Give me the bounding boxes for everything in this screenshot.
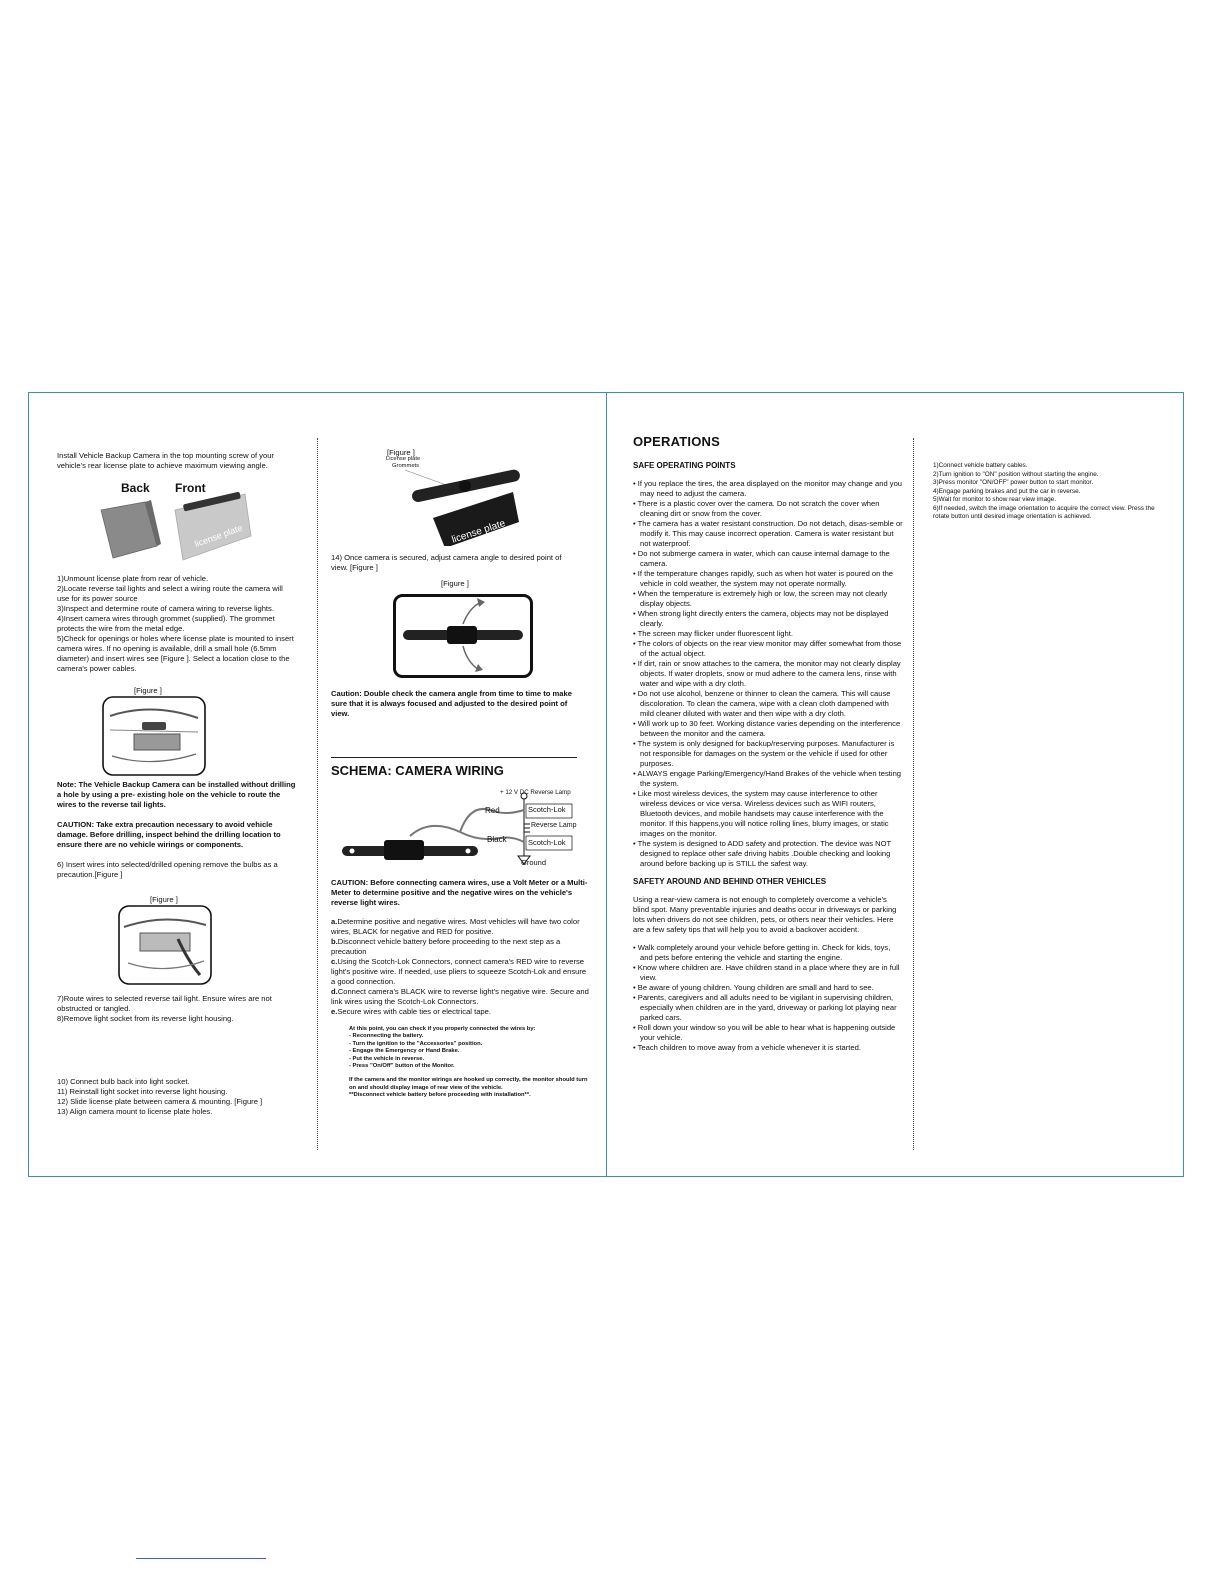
label-reverse-lamp: Reverse Lamp — [531, 822, 577, 829]
schema-title: SCHEMA: CAMERA WIRING — [331, 763, 504, 778]
label-scotch-lok-2: Scotch-Lok — [528, 838, 566, 847]
safety-point: • Roll down your window so you will be able to hear what is happening outside your vehicle. — [633, 1023, 896, 1042]
bottom-link-underline — [136, 1558, 266, 1559]
check-item: - Put the vehicle in reverse. — [349, 1055, 425, 1062]
check-item: - Turn the ignition to the "Accessories" position. — [349, 1040, 483, 1047]
label-ground: Ground — [521, 858, 547, 867]
figure-tail-light — [118, 905, 212, 985]
step-14: 14) Once camera is secured, adjust camera angle to desired point of view. [Figure ] — [331, 553, 562, 572]
safe-point: • The colors of objects on the rear view monitor may differ somewhat from those of the actual object. — [633, 639, 902, 658]
plate-text-2: license plate — [450, 518, 507, 546]
safe-point: • Do not use alcohol, benzene or thinner to clean the camera. This will cause discoloration. To clean the camera, wipe with a clean cloth dampened with mild cleaner diluted with water and then wipe with a dry cloth. — [633, 689, 891, 718]
wiring-step-c: c.Using the Scotch-Lok Connectors, connect camera's RED wire to reverse light's positive wire. If needed, use pliers to squeeze Scotch-Lok and ensure a good connection. — [331, 957, 587, 986]
safe-point: • Like most wireless devices, the system may cause interference to other wireless devices or vice versa. Wireless devices such as WIFI routers, Bluetooth devices, and mobile handsets may cause interference with the monitor. If this happens,you will notice rolling lines, blurry images, or static images on the monitor. — [633, 789, 889, 838]
safety-point: • Know where children are. Have children stand in a place where they are in full view. — [633, 963, 900, 982]
column-divider-right — [913, 438, 914, 1150]
monitor-step-1: 1)Connect vehicle battery cables. — [933, 462, 1028, 469]
step-10: 10) Connect bulb back into light socket. — [57, 1077, 190, 1086]
safety-title: SAFETY AROUND AND BEHIND OTHER VEHICLES — [633, 877, 827, 886]
safety-point: • Walk completely around your vehicle before getting in. Check for kids, toys, and pets before entering the vehicle and starting the engine. — [633, 943, 891, 962]
figure-label-angle: [Figure ] — [441, 579, 469, 588]
figure-camera-angle — [393, 594, 533, 678]
check-item: - Reconnecting the battery. — [349, 1033, 424, 1040]
safe-points-list — [633, 479, 903, 1053]
safe-point: • If the temperature changes rapidly, such as when hot water is poured on the vehicle in cold weather, the system may not operate normally. — [633, 569, 894, 588]
step-2: 2)Locate reverse tail lights and select a wiring route the camera will use for its power source — [57, 584, 283, 603]
steps-10-13 — [57, 1077, 302, 1117]
label-12v-lamp: + 12 V DC Reverse Lamp — [500, 789, 571, 796]
label-scotch-lok-1: Scotch-Lok — [528, 805, 566, 814]
check-warning: **Disconnect vehicle battery before proceeding with installation**. — [349, 1092, 531, 1099]
step-14-block — [331, 553, 577, 573]
step-7: 7)Route wires to selected reverse tail light. Ensure wires are not obstructed or tangled. — [57, 994, 272, 1013]
safe-points-title: SAFE OPERATING POINTS — [633, 461, 736, 470]
wiring-step-d: d.Connect camera's BLACK wire to reverse light's negative wire. Secure and link wires using the Scotch-Lok Connectors. — [331, 987, 589, 1006]
check-result: If the camera and the monitor wirings are hooked up correctly, the monitor should turn on and should display image of rear view of the vehicle. — [349, 1077, 588, 1091]
monitor-steps — [933, 462, 1165, 522]
note-no-drill: Note: The Vehicle Backup Camera can be installed without drilling a hole by using a pre- existing hole on the vehicle to route the wires to the reverse tail lights. — [57, 780, 296, 809]
figure-plate-back-front — [95, 480, 255, 565]
figure-drill-hole — [102, 696, 206, 776]
safe-point: • The camera has a water resistant construction. Do not detach, disas-semble or modify it. This may cause incorrect operation. Camera is water resistant but not waterproof. — [633, 519, 903, 548]
intro-text: Install Vehicle Backup Camera in the top mounting screw of your vehicle's rear license plate to achieve maximum viewing angle. — [57, 451, 274, 470]
monitor-step-3: 3)Press monitor "ON/OFF" power button to start monitor. — [933, 479, 1094, 486]
safe-point: • Do not submerge camera in water, which can cause internal damage to the camera. — [633, 549, 890, 568]
check-intro: At this point, you can check if you properly connected the wires by: — [349, 1026, 536, 1032]
step-11: 11) Reinstall light socket into reverse light housing. — [57, 1087, 228, 1096]
safety-point: • Parents, caregivers and all adults need to be vigilant in supervising children, especially when children are in the yard, driveway or parking lot playing near parked cars. — [633, 993, 897, 1022]
grommet-illustration — [405, 456, 525, 546]
safety-point: • Teach children to move away from a vehicle whenever it is started. — [633, 1043, 861, 1052]
wiring-step-b: b.Disconnect vehicle battery before proceeding to the next step as a precaution — [331, 937, 561, 956]
column-installation — [57, 451, 297, 471]
label-red: Red — [485, 806, 500, 815]
section-rule — [331, 757, 577, 758]
check-item: - Engage the Emergency or Hand Brake. — [349, 1048, 460, 1055]
plate-illustration — [95, 480, 255, 565]
step-4: 4)Insert camera wires through grommet (supplied). The grommet protects the wire from the metal edge. — [57, 614, 275, 633]
wiring-step-e: e.Secure wires with cable ties or electrical tape. — [331, 1007, 491, 1016]
figure-label-bulb: [Figure ] — [150, 895, 178, 904]
operations-title: OPERATIONS — [633, 434, 720, 449]
caution-volt-meter: CAUTION: Before connecting camera wires, use a Volt Meter or a Multi-Meter to determine positive and the negative wires on the vehicle's reverse light wires. — [331, 878, 588, 907]
camera-angle-illustration — [393, 594, 533, 678]
label-front: Front — [175, 481, 206, 495]
safe-point: • If you replace the tires, the area displayed on the monitor may change and you may need to adjust the camera. — [633, 479, 903, 498]
column-divider-left — [317, 438, 318, 1150]
figure-grommet-mount — [405, 456, 525, 546]
caption-license-plate: License plate — [386, 456, 421, 462]
safe-point: • The screen may flicker under fluorescent light. — [633, 629, 793, 638]
step-8: 8)Remove light socket from its reverse light housing. — [57, 1014, 234, 1023]
safe-point: • The system is only designed for backup/reserving purposes. Manufacturer is not responsible for damages on the system or the vehicle if used for other purposes. — [633, 739, 895, 768]
label-back: Back — [121, 481, 150, 495]
step-13: 13) Align camera mount to license plate holes. — [57, 1107, 213, 1116]
label-black: Black — [487, 835, 507, 844]
safe-point: • When the temperature is extremely high or low, the screen may not clearly display objects. — [633, 589, 888, 608]
step-6: 6) Insert wires into selected/drilled opening remove the bulbs as a precaution.[Figure ] — [57, 860, 278, 879]
figure-label-grommet: [Figure ] — [387, 448, 415, 457]
caption-grommets: Grommets — [392, 463, 420, 469]
figure-wiring-schema — [340, 788, 590, 868]
check-item: - Press "On/Off" button of the Monitor. — [349, 1063, 455, 1070]
monitor-step-4: 4)Engage parking brakes and put the car in reverse. — [933, 487, 1081, 495]
panel-fold-line — [606, 392, 607, 1177]
plate-text: license plate — [193, 522, 244, 550]
wiring-instructions — [331, 878, 589, 1017]
monitor-step-5: 5)Wait for monitor to show rear view image. — [933, 496, 1057, 503]
safe-point: • When strong light directly enters the camera, objects may not be displayed clearly. — [633, 609, 889, 628]
step-5: 5)Check for openings or holes where license plate is mounted to insert camera wires. If no opening is available, drill a small hole (6.5mm diameter) and insert wires see [Figure ]. Select a location close to the camera's power cables. — [57, 634, 294, 673]
steps-7-8 — [57, 994, 297, 1024]
step-12: 12) Slide license plate between camera & mounting. [Figure ] — [57, 1097, 263, 1106]
safe-point: • Will work up to 30 feet. Working distance varies depending on the interference between the monitor and the camera. — [633, 719, 901, 738]
caution-drilling: CAUTION: Take extra precaution necessary to avoid vehicle damage. Before drilling, inspect behind the drilling location to ensure there are no vehicle wirings or components. — [57, 820, 281, 849]
tail-light-illustration — [118, 905, 212, 985]
safe-point: • There is a plastic cover over the camera. Do not scratch the cover when cleaning dirt or snow from the cover. — [633, 499, 880, 518]
caution-angle-block — [331, 689, 587, 719]
caution-camera-angle: Caution: Double check the camera angle from time to time to make sure that it is always focused and adjusted to the desired point of view. — [331, 689, 572, 718]
step-3: 3)Inspect and determine route of camera wiring to reverse lights. — [57, 604, 274, 613]
safe-point: • The system is designed to ADD safety and protection. The device was NOT designed to replace other safe driving habits .Double checking and looking around before backing up is STILL the safest way. — [633, 839, 892, 868]
wiring-step-a: a.Determine positive and negative wires. Most vehicles will have two color wires, BLACK for negative and RED for positive. — [331, 917, 580, 936]
check-wiring-block — [349, 1026, 593, 1100]
step-1: 1)Unmount license plate from rear of vehicle. — [57, 574, 209, 583]
monitor-step-6: 6)If needed, switch the image orientation to acquire the correct view. Press the rotate button until desired image orientation is achieved. — [933, 504, 1155, 520]
steps-1-5 — [57, 574, 297, 674]
figure-label-drill: [Figure ] — [134, 686, 162, 695]
safe-point: • If dirt, rain or snow attaches to the camera, the monitor may not clearly display objects. If water droplets, snow or mud adhere to the camera lens, rinse with water and wipe with a dry cloth. — [633, 659, 901, 688]
safety-intro: Using a rear-view camera is not enough to completely overcome a vehicle's blind spot. Many preventable injuries and deaths occur in driveways or parking lots when drivers do not see children, pets, or others near their vehicles. Here are a few safety tips that will help you to avoid a backover accident. — [633, 895, 897, 934]
drill-illustration — [102, 696, 206, 776]
safe-point: • ALWAYS engage Parking/Emergency/Hand Brakes of the vehicle when testing the system. — [633, 769, 902, 788]
notes-block — [57, 780, 297, 880]
safety-point: • Be aware of young children. Young children are small and hard to see. — [633, 983, 874, 992]
monitor-step-2: 2)Turn ignition to "ON" position without starting the engine. — [933, 470, 1099, 478]
